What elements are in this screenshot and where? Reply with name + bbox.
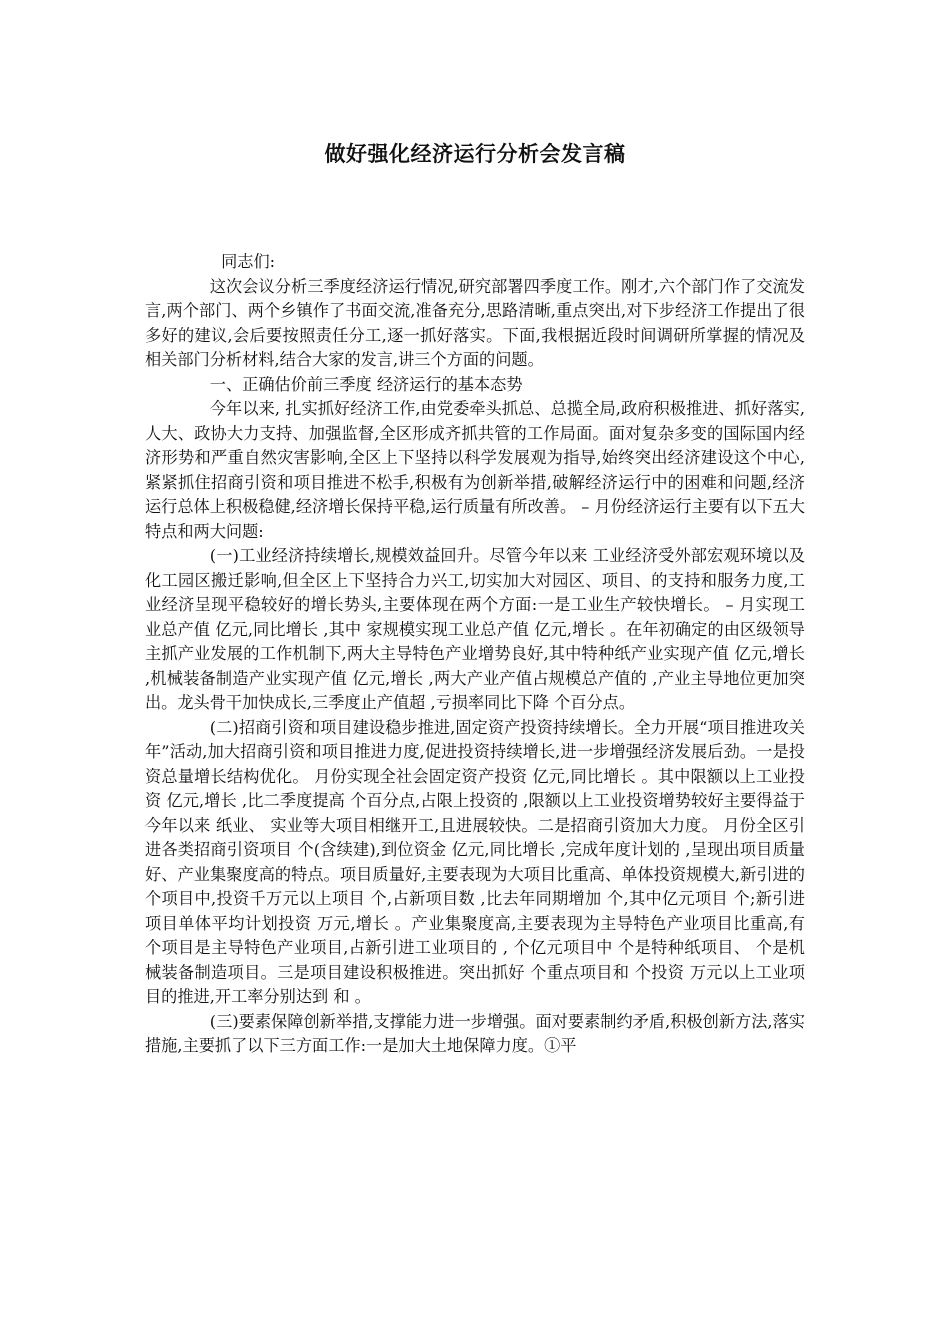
paragraph-intro: 这次会议分析三季度经济运行情况,研究部署四季度工作。刚才,六个部门作了交流发言,两个部门、两个乡镇作了书面交流,准备充分,思路清晰,重点突出,对下步经济工作提出了很多好的建议,会后要按照责任分工,逐一抓好落实。下面,我根据近段时间调研所掌握的情况及相关部门分析材料,结合大家的发言,讲三个方面的问题。 <box>145 276 805 369</box>
document-title: 做好强化经济运行分析会发言稿 <box>324 142 626 166</box>
section-heading: 一、正确估价前三季度 经济运行的基本态势 <box>209 374 523 394</box>
paragraph-factors: (三)要素保障创新举措,支撑能力进一步增强。面对要素制约矛盾,积极创新方法,落实措施,主要抓了以下三方面工作:一是加大土地保障力度。①平 <box>145 1011 805 1055</box>
document-body <box>145 250 805 1059</box>
paragraph-investment: (二)招商引资和项目建设稳步推进,固定资产投资持续增长。全力开展“项目推进攻关年”活动,加大招商引资和项目推进力度,促进投资持续增长,进一步增强经济发展后劲。一是投资总量增长结构优化。 月份实现全社会固定资产投资 亿元,同比增长 。其中限额以上工业投资 亿元,增长 ,比二季度提高 个百分点,占限上投资的 ,限额以上工业投资增势较好主要得益于今年以来 纸业、 实业等大项目相继开工,且进展较快。二是招商引资加大力度。 月份全区引进各类招商引资项目 个(含续建),到位资金 亿元,同比增长 ,完成年度计划的 ,呈现出项目质量好、产业集聚度高的特点。项目质量好,主要表现为大项目比重高、单体投资规模大,新引进的 个项目中,投资千万元以上项目 个,占新项目数 ,比去年同期增加 个,其中亿元项目 个;新引进项目单体平均计划投资 万元,增长 。产业集聚度高,主要表现为主导特色产业项目比重高,有 个项目是主导特色产业项目,占新引进工业项目的 , 个亿元项目中 个是特种纸项目、 个是机械装备制造项目。三是项目建设积极推进。突出抓好 个重点项目和 个投资 万元以上工业项目的推进,开工率分别达到 和 。 <box>145 717 805 1006</box>
paragraph-industry: (一)工业经济持续增长,规模效益回升。尽管今年以来 工业经济受外部宏观环境以及化工园区搬迁影响,但全区上下坚持合力兴工,切实加大对园区、项目、的支持和服务力度,工业经济呈现平稳较好的增长势头,主要体现在两个方面:一是工业生产较快增长。 – 月实现工业总产值 亿元,同比增长 ,其中 家规模实现工业总产值 亿元,增长 。在年初确定的由区级领导主抓产业发展的工作机制下,两大主导特色产业增势良好,其中特种纸产业实现产值 亿元,增长 ,机械装备制造产业实现产值 亿元,增长 ,两大产业产值占规模总产值的 ,产业主导地位更加突出。龙头骨干加快成长,三季度止产值超 ,亏损率同比下降 个百分点。 <box>145 546 805 712</box>
salutation: 同志们: <box>221 252 276 271</box>
paragraph-overview: 今年以来, 扎实抓好经济工作,由党委牵头抓总、总揽全局,政府积极推进、抓好落实,人大、政协大力支持、加强监督,全区形成齐抓共管的工作局面。面对复杂多变的国际国内经济形势和严重自然灾害影响,全区上下坚持以科学发展观为指导,始终突出经济建设这个中心,紧紧抓住招商引资和项目推进不松手,积极有为创新举措,破解经济运行中的困难和问题,经济运行总体上积极稳健,经济增长保持平稳,运行质量有所改善。 – 月份经济运行主要有以下五大特点和两大问题: <box>145 399 805 541</box>
